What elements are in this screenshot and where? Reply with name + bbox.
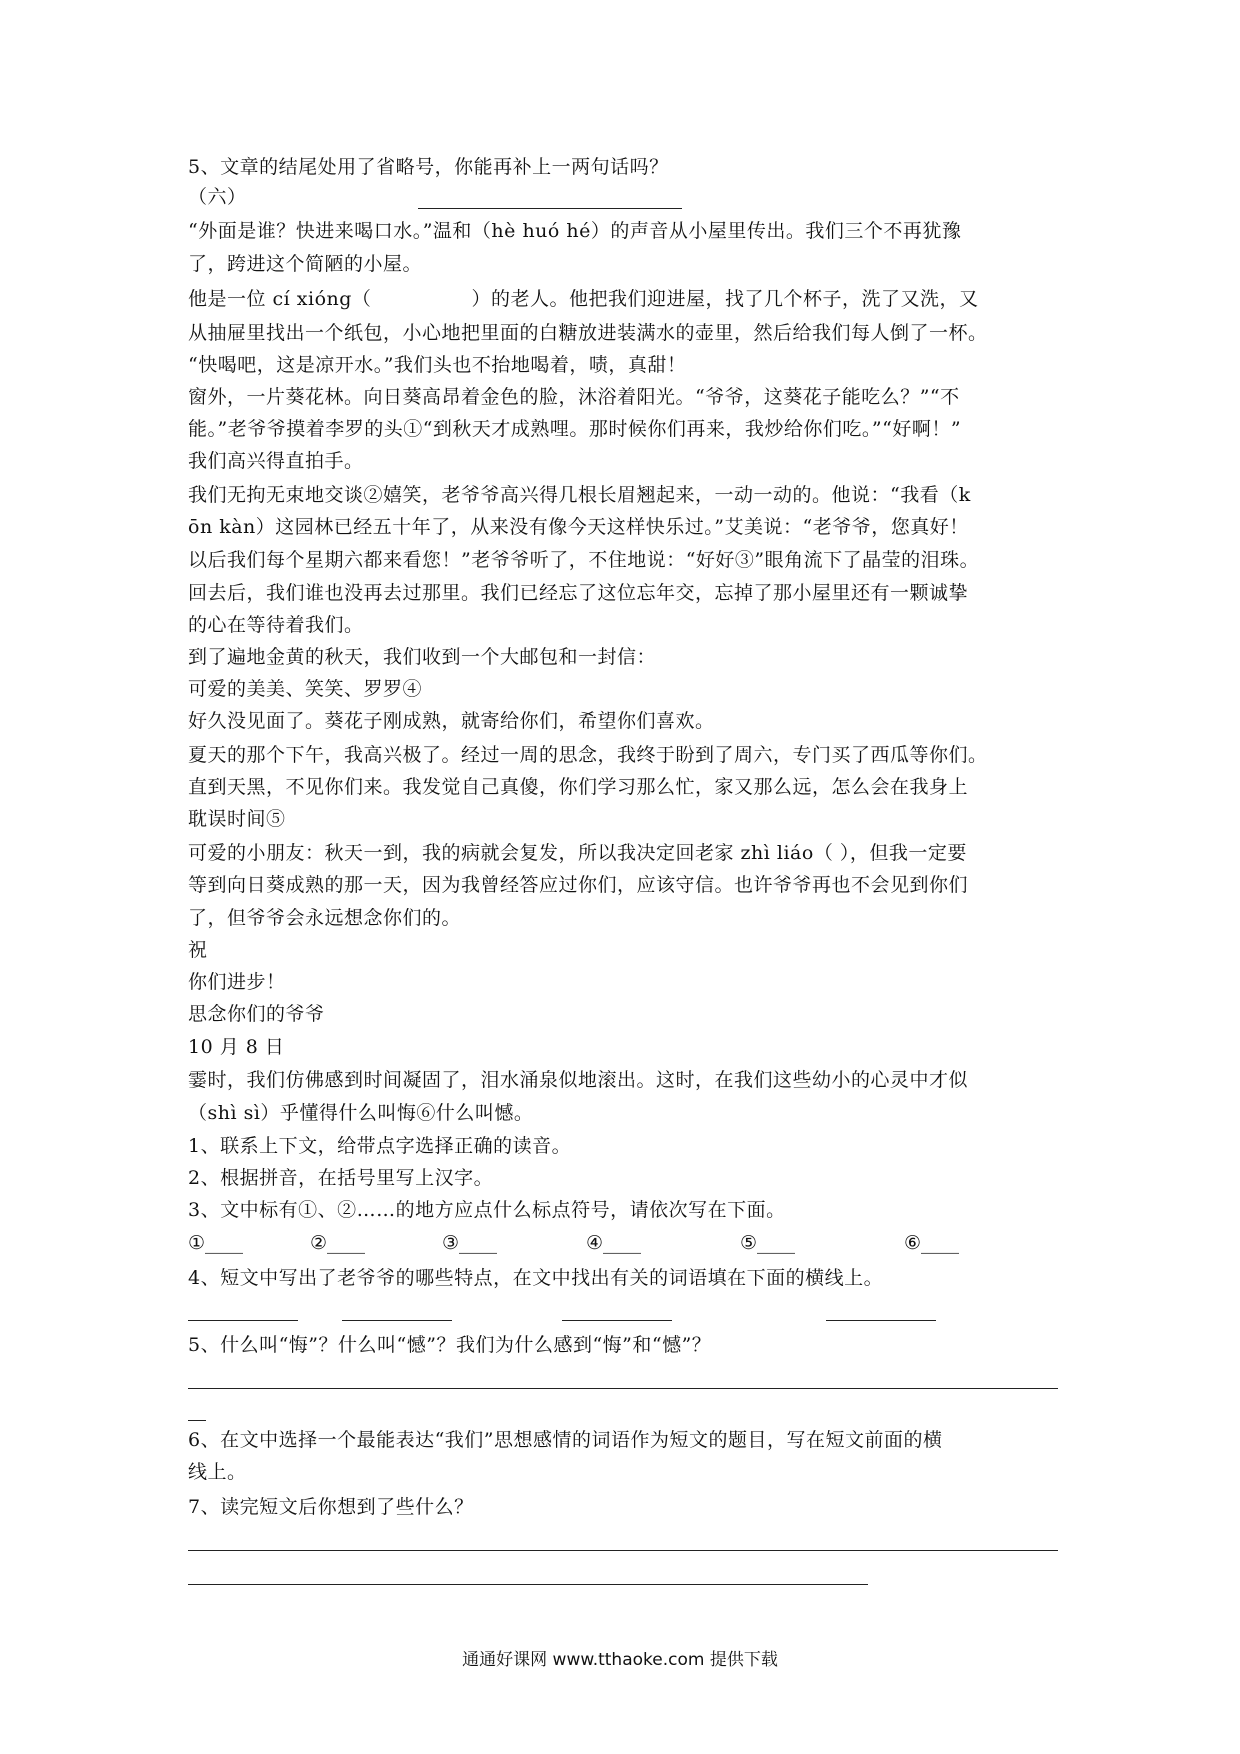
passage-line: 的心在等待着我们。 [188,614,364,636]
previous-question-5: 5、文章的结尾处用了省略号，你能再补上一两句话吗？ [188,156,669,178]
answer-line[interactable] [188,1584,868,1585]
answer-slot-3[interactable]: ③____ [442,1232,498,1254]
passage-line: 等到向日葵成熟的那一天，因为我曾经答应过你们，应该守信。也许爷爷再也不会见到你们 [188,874,969,896]
question-6-continued: 线上。 [188,1461,247,1483]
passage-line: 他是一位 cí xióng（ ）的老人。他把我们迎进屋，找了几个杯子，洗了又洗，又 [188,288,979,310]
answer-slot-5[interactable]: ⑤____ [740,1232,796,1254]
passage-line: 能。”老爷爷摸着李罗的头①“到秋天才成熟哩。那时候你们再来，我炒给你们吃。”“好啊！” [188,418,962,440]
answer-line[interactable] [826,1320,936,1321]
passage-line: 到了遍地金黄的秋天，我们收到一个大邮包和一封信： [188,646,657,668]
question-1: 1、联系上下文，给带点字选择正确的读音。 [188,1135,572,1157]
answer-slot-2[interactable]: ②____ [310,1232,366,1254]
question-5: 5、什么叫“悔”？什么叫“憾”？我们为什么感到“悔”和“憾”？ [188,1334,712,1356]
question-2: 2、根据拼音，在括号里写上汉字。 [188,1167,494,1189]
passage-line: 思念你们的爷爷 [188,1003,325,1025]
passage-line: 你们进步！ [188,971,286,993]
passage-line: 祝 [188,939,208,961]
passage-line: 可爱的小朋友：秋天一到，我的病就会复发，所以我决定回老家 zhì liáo（ ），但我一定要 [188,842,967,864]
passage-line: 了，跨进这个简陋的小屋。 [188,253,423,275]
passage-line: “外面是谁？快进来喝口水。”温和（hè huó hé）的声音从小屋里传出。我们三个不再犹豫 [188,220,962,242]
answer-slot-4[interactable]: ④____ [586,1232,642,1254]
question-7: 7、读完短文后你想到了些什么？ [188,1496,474,1518]
answer-line[interactable] [188,1320,298,1321]
passage-line: “快喝吧，这是凉开水。”我们头也不抬地喝着，啧，真甜！ [188,354,687,376]
passage-line: ōn kàn）这园林已经五十年了，从来没有像今天这样快乐过。”艾美说：“老爷爷，您真好！ [188,516,969,538]
passage-line: 10 月 8 日 [188,1036,285,1058]
passage-line: 好久没见面了。葵花子刚成熟，就寄给你们，希望你们喜欢。 [188,710,715,732]
passage-line: 我们无拘无束地交谈②嬉笑，老爷爷高兴得几根长眉翘起来，一动一动的。他说：“我看（k [188,484,971,506]
passage-line: 霎时，我们仿佛感到时间凝固了，泪水涌泉似地滚出。这时，在我们这些幼小的心灵中才似 [188,1069,969,1091]
passage-line: 了，但爷爷会永远想念你们的。 [188,907,462,929]
answer-line[interactable] [562,1320,672,1321]
answer-line[interactable] [188,1420,206,1421]
passage-line: 我们高兴得直拍手。 [188,450,364,472]
passage-line: 直到天黑，不见你们来。我发觉自己真傻，你们学习那么忙，家又那么远，怎么会在我身上 [188,776,969,798]
title-blank-line [418,208,682,209]
answer-line[interactable] [188,1388,1058,1389]
passage-line: 耽误时间⑤ [188,808,286,830]
answer-line[interactable] [342,1320,452,1321]
answer-line[interactable] [188,1550,1058,1551]
passage-line: 可爱的美美、笑笑、罗罗④ [188,678,423,700]
question-6: 6、在文中选择一个最能表达“我们”思想感情的词语作为短文的题目，写在短文前面的横 [188,1429,943,1451]
answer-slot-1[interactable]: ①____ [188,1232,244,1254]
page-footer: 通通好课网 www.tthaoke.com 提供下载 [462,1650,778,1670]
question-4: 4、短文中写出了老爷爷的哪些特点，在文中找出有关的词语填在下面的横线上。 [188,1267,884,1289]
passage-line: 夏天的那个下午，我高兴极了。经过一周的思念，我终于盼到了周六，专门买了西瓜等你们。 [188,744,988,766]
passage-line: （shì sì）乎懂得什么叫悔⑥什么叫憾。 [188,1102,534,1124]
passage-line: 从抽屉里找出一个纸包，小心地把里面的白糖放进装满水的壶里，然后给我们每人倒了一杯。 [188,322,988,344]
passage-line: 窗外，一片葵花林。向日葵高昂着金色的脸，沐浴着阳光。“爷爷，这葵花子能吃么？”“不 [188,386,960,408]
passage-line: 回去后，我们谁也没再去过那里。我们已经忘了这位忘年交，忘掉了那小屋里还有一颗诚挚 [188,582,969,604]
answer-slot-6[interactable]: ⑥____ [904,1232,960,1254]
passage-line: 以后我们每个星期六都来看您！”老爷爷听了，不住地说：“好好③”眼角流下了晶莹的泪珠。 [188,549,980,571]
question-3: 3、文中标有①、②……的地方应点什么标点符号，请依次写在下面。 [188,1199,786,1221]
section-label: （六） [188,186,247,208]
